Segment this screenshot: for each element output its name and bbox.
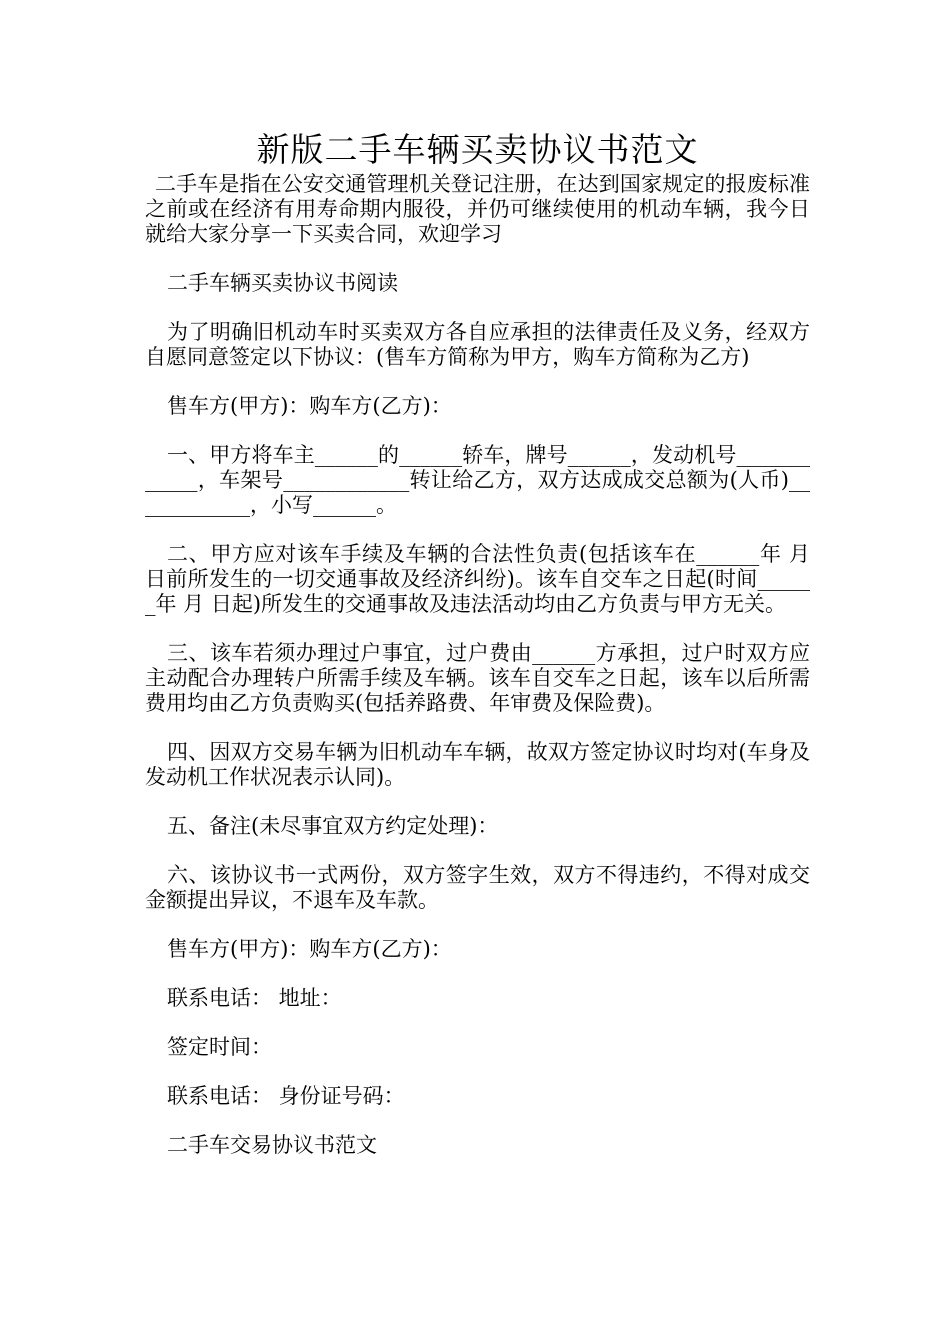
preamble-paragraph: 为了明确旧机动车时买卖双方各自应承担的法律责任及义务，经双方自愿同意签定以下协议：(售车方简称为甲方，购车方简称为乙方) xyxy=(145,320,810,369)
clause-2: 二、甲方应对该车手续及车辆的合法性负责(包括该车在______年 月 日前所发生的一切交通事故及经济纠纷)。该车自交车之日起(时间______年 月 日起)所发生的交通事故及违法活动均由乙方负责与甲方无关。 xyxy=(145,542,810,616)
clause-1: 一、甲方将车主______的______轿车，牌号______，发动机号____________，车架号____________转让给乙方，双方达成成交总额为(人币)____________，小写______。 xyxy=(145,443,810,517)
clause-5: 五、备注(未尽事宜双方约定处理)： xyxy=(167,814,499,838)
next-section-heading: 二手车交易协议书范文 xyxy=(167,1133,377,1157)
parties-line: 售车方(甲方)：购车方(乙方)： xyxy=(167,394,452,418)
signing-date-line: 签定时间： xyxy=(167,1035,272,1059)
contact-address-line: 联系电话： 地址： xyxy=(167,986,342,1010)
clause-6: 六、该协议书一式两份，双方签字生效，双方不得违约，不得对成交金额提出异议，不退车及车款。 xyxy=(145,863,810,912)
clause-4: 四、因双方交易车辆为旧机动车车辆，故双方签定协议时均对(车身及发动机工作状况表示认同)。 xyxy=(145,740,810,789)
contact-id-line: 联系电话： 身份证号码： xyxy=(167,1084,405,1108)
intro-paragraph: 二手车是指在公安交通管理机关登记注册，在达到国家规定的报废标准之前或在经济有用寿命期内服役，并仍可继续使用的机动车辆，我今日就给大家分享一下买卖合同，欢迎学习 xyxy=(145,172,810,246)
clause-3: 三、该车若须办理过户事宜，过户费由______方承担，过户时双方应主动配合办理转户所需手续及车辆。该车自交车之日起，该车以后所需费用均由乙方负责购买(包括养路费、年审费及保险费)。 xyxy=(145,641,810,715)
document-title: 新版二手车辆买卖协议书范文 xyxy=(256,130,699,169)
document-page xyxy=(145,128,810,1158)
signature-parties: 售车方(甲方)：购车方(乙方)： xyxy=(167,937,452,961)
section-heading: 二手车辆买卖协议书阅读 xyxy=(167,271,398,295)
